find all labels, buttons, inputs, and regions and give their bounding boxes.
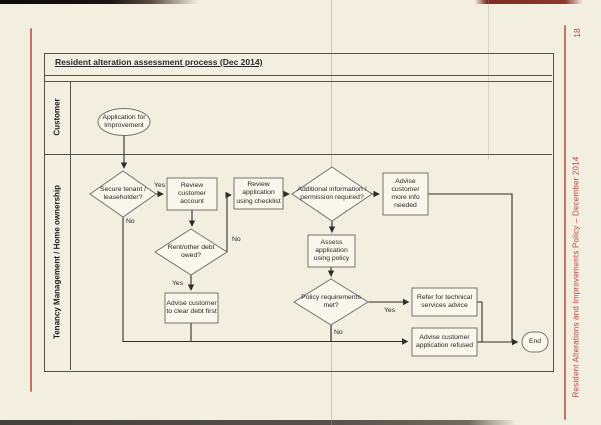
node-review-account: Review customer account <box>178 181 206 205</box>
node-review-application: Review application using checklist <box>236 181 281 205</box>
node-end: End <box>528 337 542 345</box>
edge-label-rentdebt-no: No <box>232 236 241 243</box>
node-policy-met: Policy requirements met? <box>301 293 361 309</box>
edge-moreinfo-to-end-trunk <box>428 194 512 342</box>
node-secure-tenant: Secure tenant / leaseholder? <box>99 185 147 201</box>
node-refer-technical: Refer for technical services advice <box>416 293 473 309</box>
lane-label-tenancy-management: Tenancy Management / Home ownership <box>52 184 62 340</box>
edge-label-secure-yes: Yes <box>154 182 166 189</box>
edge-label-policy-yes: Yes <box>384 307 396 314</box>
node-advise-clear-debt: Advise customer to clear debt first <box>166 299 217 315</box>
edge-label-policy-no: No <box>334 329 343 336</box>
lane-label-customer: Customer <box>52 98 62 136</box>
flowchart-title: Resident alteration assessment process (Dec 2014) <box>55 57 263 67</box>
node-assess-application: Assess application using policy <box>313 238 350 262</box>
edge-label-secure-no: No <box>126 218 135 225</box>
node-rent-debt: Rent/other debt owed? <box>167 243 215 259</box>
node-start: Application for Improvement <box>102 113 146 129</box>
document-footer-text: Resident Alterations and Improvements Policy – December 2014 <box>571 156 581 398</box>
node-advise-refused: Advise customer application refused <box>415 333 474 349</box>
edge-refer-to-end-trunk <box>477 302 482 342</box>
page-number: 18 <box>572 28 582 38</box>
node-advise-more-info: Advise customer more info needed <box>391 177 420 210</box>
edge-rentdebt-no <box>227 195 231 252</box>
edge-label-rentdebt-yes: Yes <box>172 280 184 287</box>
node-additional-info: Additional information / permission required? <box>297 185 367 201</box>
